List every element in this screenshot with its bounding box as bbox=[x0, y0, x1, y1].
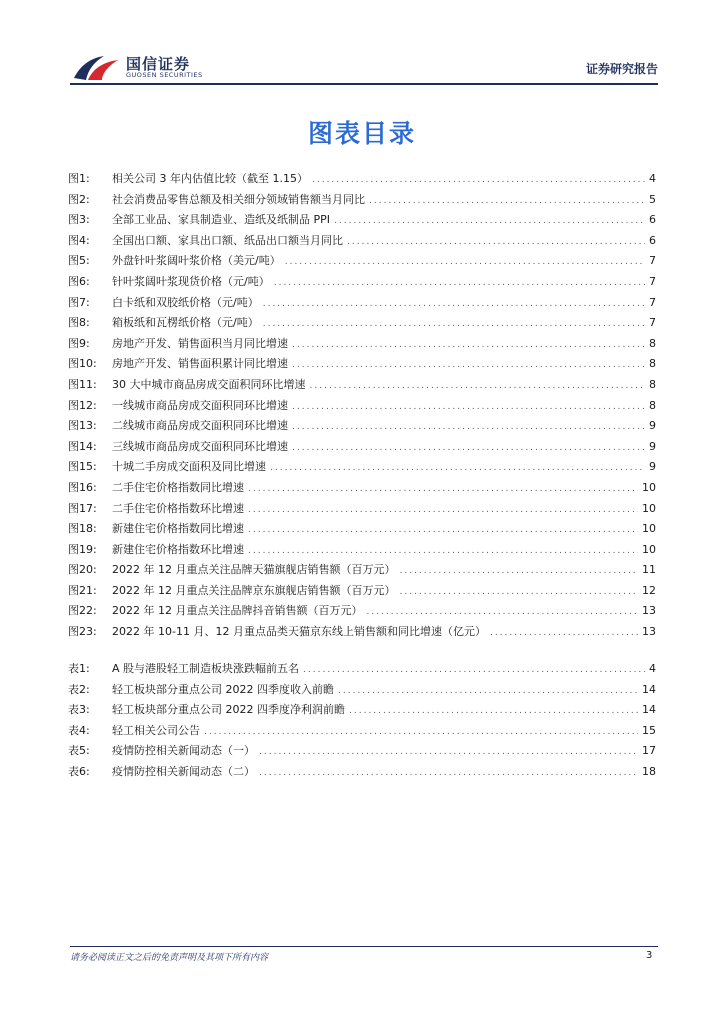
entry-title: A 股与港股轻工制造板块涨跌幅前五名 bbox=[112, 662, 300, 675]
figure-entry[interactable] bbox=[68, 500, 656, 521]
entry-title: 疫情防控相关新闻动态（二） bbox=[112, 764, 255, 778]
entry-title: 二线城市商品房成交面积同环比增速 bbox=[112, 419, 288, 433]
page-header bbox=[70, 50, 658, 86]
table-entry[interactable] bbox=[68, 701, 656, 722]
logo-english-name: GUOSEN SECURITIES bbox=[126, 71, 203, 79]
entry-label: 图4: bbox=[68, 233, 90, 247]
table-entry[interactable] bbox=[68, 660, 656, 681]
entry-title: 箱板纸和瓦楞纸价格（元/吨） bbox=[112, 316, 259, 330]
entry-label: 表4: bbox=[68, 723, 90, 737]
dot-leader bbox=[366, 607, 638, 617]
figure-entry[interactable] bbox=[68, 541, 656, 562]
figure-entry[interactable] bbox=[68, 355, 656, 376]
entry-label: 图12: bbox=[68, 398, 97, 412]
figure-entry[interactable] bbox=[68, 479, 656, 500]
dot-leader bbox=[248, 505, 638, 515]
entry-page-number: 18 bbox=[642, 764, 656, 778]
entry-page-number: 14 bbox=[642, 682, 656, 696]
page-number: 3 bbox=[646, 950, 653, 961]
entry-page-number: 7 bbox=[649, 274, 656, 288]
figure-entry[interactable] bbox=[68, 273, 656, 294]
dot-leader bbox=[312, 175, 645, 185]
entry-title: 房地产开发、销售面积当月同比增速 bbox=[112, 336, 288, 350]
figure-entry[interactable] bbox=[68, 623, 656, 644]
entry-title: 二手住宅价格指数环比增速 bbox=[112, 501, 244, 515]
entry-page-number: 7 bbox=[649, 295, 656, 309]
entry-title: 三线城市商品房成交面积同环比增速 bbox=[112, 439, 288, 453]
report-type-label: 证券研究报告 bbox=[585, 62, 658, 76]
dot-leader bbox=[369, 196, 645, 206]
dot-leader bbox=[292, 340, 645, 350]
entry-label: 图14: bbox=[68, 439, 97, 453]
dot-leader bbox=[292, 402, 645, 412]
dot-leader bbox=[292, 443, 645, 453]
dot-leader bbox=[347, 237, 645, 247]
entry-title: 针叶浆阔叶浆现货价格（元/吨） bbox=[112, 274, 270, 288]
dot-leader bbox=[274, 278, 645, 288]
entry-title: 2022 年 12 月重点关注品牌抖音销售额（百万元） bbox=[112, 604, 363, 618]
entry-page-number: 4 bbox=[649, 172, 656, 185]
figure-list bbox=[68, 170, 656, 644]
entry-page-number: 7 bbox=[649, 254, 656, 268]
dot-leader bbox=[490, 628, 638, 638]
entry-label: 图9: bbox=[68, 336, 90, 350]
entry-page-number: 6 bbox=[649, 213, 656, 227]
entry-page-number: 10 bbox=[642, 501, 656, 515]
figure-entry[interactable] bbox=[68, 397, 656, 418]
figure-entry[interactable] bbox=[68, 438, 656, 459]
dot-leader bbox=[204, 727, 638, 737]
figure-entry[interactable] bbox=[68, 191, 656, 212]
entry-label: 图13: bbox=[68, 419, 97, 433]
entry-title: 轻工板块部分重点公司 2022 四季度净利润前瞻 bbox=[112, 703, 345, 717]
entry-page-number: 11 bbox=[642, 563, 656, 577]
entry-page-number: 4 bbox=[649, 662, 656, 675]
entry-page-number: 8 bbox=[649, 357, 656, 371]
entry-page-number: 13 bbox=[642, 625, 656, 639]
entry-page-number: 8 bbox=[649, 377, 656, 391]
entry-title: 二手住宅价格指数同比增速 bbox=[112, 480, 244, 494]
entry-page-number: 15 bbox=[642, 723, 656, 737]
table-entry[interactable] bbox=[68, 722, 656, 743]
entry-title: 2022 年 12 月重点关注品牌天猫旗舰店销售额（百万元） bbox=[112, 563, 396, 577]
entry-title: 轻工相关公司公告 bbox=[112, 723, 200, 737]
footer-disclaimer: 请务必阅读正文之后的免责声明及其项下所有内容 bbox=[70, 953, 269, 963]
dot-leader bbox=[263, 319, 645, 329]
table-list bbox=[68, 660, 656, 784]
entry-page-number: 8 bbox=[649, 398, 656, 412]
dot-leader bbox=[248, 484, 638, 494]
page-title: 图表目录 bbox=[307, 119, 416, 148]
entry-page-number: 12 bbox=[642, 583, 656, 597]
dot-leader bbox=[248, 546, 638, 556]
entry-label: 表2: bbox=[68, 682, 90, 696]
entry-title: 外盘针叶浆阔叶浆价格（美元/吨） bbox=[112, 254, 281, 268]
dot-leader bbox=[285, 257, 645, 267]
entry-label: 图21: bbox=[68, 583, 97, 597]
entry-label: 图19: bbox=[68, 542, 97, 556]
entry-page-number: 6 bbox=[649, 233, 656, 247]
figure-entry[interactable] bbox=[68, 211, 656, 232]
entry-page-number: 14 bbox=[642, 703, 656, 717]
dot-leader bbox=[310, 381, 646, 391]
entry-page-number: 13 bbox=[642, 604, 656, 618]
dot-leader bbox=[259, 768, 638, 778]
entry-label: 图8: bbox=[68, 316, 90, 330]
entry-label: 图23: bbox=[68, 625, 97, 639]
table-entry[interactable] bbox=[68, 763, 656, 784]
table-entry[interactable] bbox=[68, 681, 656, 702]
entry-page-number: 10 bbox=[642, 522, 656, 536]
logo-chinese-name: 国信证券 bbox=[126, 55, 191, 73]
figure-entry[interactable] bbox=[68, 376, 656, 397]
figure-entry[interactable] bbox=[68, 520, 656, 541]
entry-title: 疫情防控相关新闻动态（一） bbox=[112, 744, 255, 758]
entry-page-number: 10 bbox=[642, 542, 656, 556]
company-logo bbox=[70, 50, 230, 84]
dot-leader bbox=[399, 587, 638, 597]
entry-label: 图22: bbox=[68, 604, 97, 618]
entry-title: 白卡纸和双胶纸价格（元/吨） bbox=[112, 295, 259, 309]
entry-label: 图11: bbox=[68, 377, 97, 391]
entry-page-number: 5 bbox=[649, 192, 656, 206]
dot-leader bbox=[248, 525, 638, 535]
dot-leader bbox=[349, 706, 638, 716]
entry-title: 一线城市商品房成交面积同环比增速 bbox=[112, 398, 288, 412]
figure-entry[interactable] bbox=[68, 561, 656, 582]
figure-entry[interactable] bbox=[68, 294, 656, 315]
header-divider bbox=[70, 83, 658, 85]
figure-entry[interactable] bbox=[68, 582, 656, 603]
entry-label: 图15: bbox=[68, 460, 97, 474]
dot-leader bbox=[292, 422, 645, 432]
entry-page-number: 9 bbox=[649, 439, 656, 453]
entry-page-number: 8 bbox=[649, 336, 656, 350]
entry-title: 相关公司 3 年内估值比较（截至 1.15） bbox=[112, 172, 308, 185]
entry-label: 表3: bbox=[68, 703, 90, 717]
entry-label: 图3: bbox=[68, 213, 90, 227]
dot-leader bbox=[263, 299, 645, 309]
entry-label: 图7: bbox=[68, 295, 90, 309]
entry-title: 轻工板块部分重点公司 2022 四季度收入前瞻 bbox=[112, 682, 334, 696]
dot-leader bbox=[270, 463, 645, 473]
entry-title: 2022 年 12 月重点关注品牌京东旗舰店销售额（百万元） bbox=[112, 583, 396, 597]
entry-label: 图2: bbox=[68, 192, 90, 206]
footer-divider bbox=[70, 946, 658, 947]
entry-page-number: 7 bbox=[649, 316, 656, 330]
entry-page-number: 9 bbox=[649, 419, 656, 433]
entry-title: 十城二手房成交面积及同比增速 bbox=[112, 460, 266, 474]
entry-title: 30 大中城市商品房成交面积同环比增速 bbox=[112, 377, 306, 391]
entry-label: 图17: bbox=[68, 501, 97, 515]
entry-title: 新建住宅价格指数同比增速 bbox=[112, 522, 244, 536]
dot-leader bbox=[259, 747, 638, 757]
figure-entry[interactable] bbox=[68, 335, 656, 356]
entry-page-number: 9 bbox=[649, 460, 656, 474]
entry-title: 新建住宅价格指数环比增速 bbox=[112, 542, 244, 556]
dot-leader bbox=[399, 566, 638, 576]
entry-label: 图10: bbox=[68, 357, 97, 371]
entry-title: 全部工业品、家具制造业、造纸及纸制品 PPI bbox=[112, 213, 331, 227]
entry-page-number: 10 bbox=[642, 480, 656, 494]
figure-entry[interactable] bbox=[68, 417, 656, 438]
entry-label: 表1: bbox=[68, 662, 90, 675]
entry-label: 表6: bbox=[68, 764, 90, 778]
dot-leader bbox=[334, 216, 645, 226]
entry-label: 图1: bbox=[68, 172, 90, 185]
entry-label: 图20: bbox=[68, 563, 97, 577]
figure-entry[interactable] bbox=[68, 170, 656, 191]
table-entry[interactable] bbox=[68, 742, 656, 763]
entry-label: 图5: bbox=[68, 254, 90, 268]
entry-label: 图16: bbox=[68, 480, 97, 494]
figure-entry[interactable] bbox=[68, 314, 656, 335]
entry-title: 2022 年 10-11 月、12 月重点品类天猫京东线上销售额和同比增速（亿元） bbox=[112, 625, 486, 639]
entry-label: 表5: bbox=[68, 744, 90, 758]
dot-leader bbox=[303, 665, 645, 675]
entry-title: 全国出口额、家具出口额、纸品出口额当月同比 bbox=[112, 233, 343, 247]
figure-entry[interactable] bbox=[68, 252, 656, 273]
figure-entry[interactable] bbox=[68, 602, 656, 623]
entry-page-number: 17 bbox=[642, 744, 656, 758]
dot-leader bbox=[292, 360, 645, 370]
entry-title: 房地产开发、销售面积累计同比增速 bbox=[112, 357, 288, 371]
guosen-logo-icon bbox=[72, 52, 122, 82]
figure-entry[interactable] bbox=[68, 232, 656, 253]
dot-leader bbox=[338, 686, 638, 696]
entry-title: 社会消费品零售总额及相关细分领域销售额当月同比 bbox=[112, 192, 365, 206]
entry-label: 图6: bbox=[68, 274, 90, 288]
figure-entry[interactable] bbox=[68, 458, 656, 479]
entry-label: 图18: bbox=[68, 522, 97, 536]
